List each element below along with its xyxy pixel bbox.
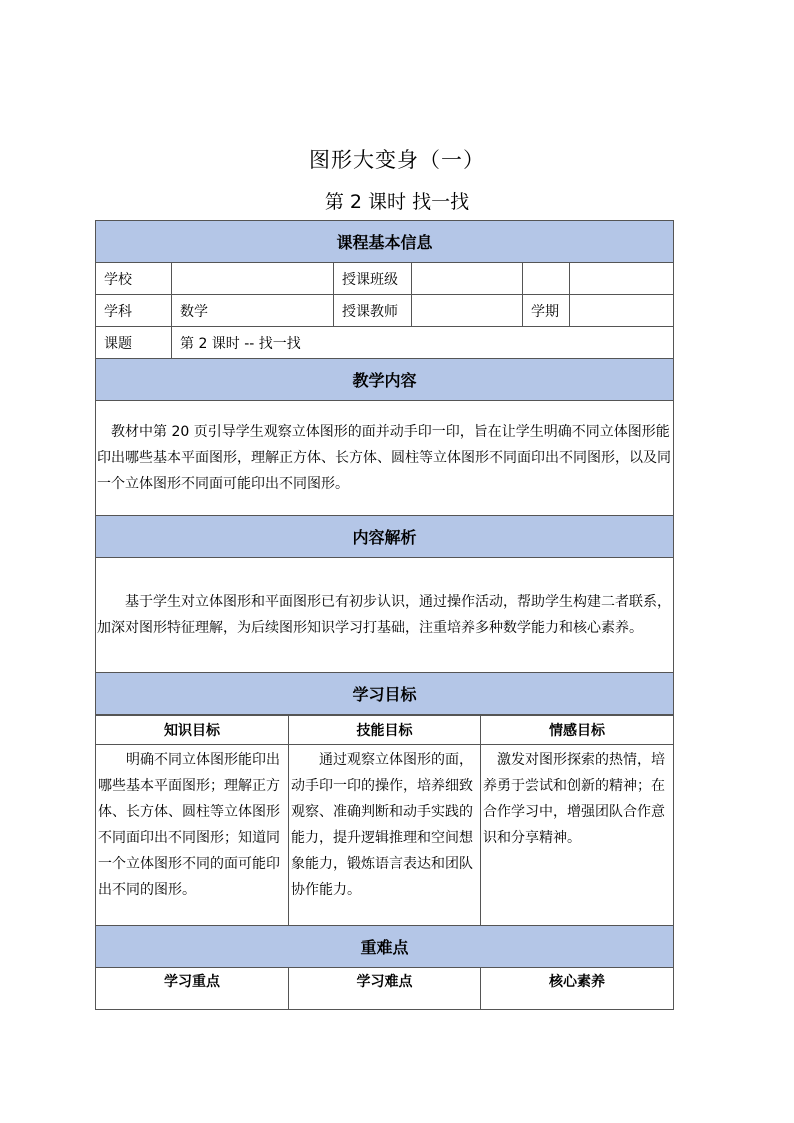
- emotion-goal-heading: 情感目标: [481, 716, 674, 745]
- class-label: 授课班级: [334, 263, 412, 295]
- term-label: 学期: [523, 295, 570, 327]
- content-analysis-cell: [96, 558, 674, 673]
- subject-value: 数学: [172, 295, 334, 327]
- section-header-key-points: 重难点: [96, 926, 674, 968]
- section-header-teaching-content: 教学内容: [96, 359, 674, 401]
- emotion-goal-cell: [481, 745, 674, 926]
- lesson-plan-table: [95, 220, 673, 1010]
- document-subtitle: 第 2 课时 找一找: [324, 191, 470, 213]
- subject-label: 学科: [96, 295, 172, 327]
- teacher-label: 授课教师: [334, 295, 412, 327]
- teacher-value: [412, 295, 523, 327]
- emotion-goal-text: 激发对图形探索的热情，培养勇于尝试和创新的精神；在合作学习中，增强团队合作意识和分享精神。: [483, 752, 665, 846]
- term-value: [570, 295, 674, 327]
- skill-goal-cell: [289, 745, 481, 926]
- difficulty-heading: 学习难点: [289, 968, 481, 1010]
- document-title: 图形大变身（一）: [309, 148, 485, 172]
- knowledge-goal-text: 明确不同立体图形能印出哪些基本平面图形；理解正方体、长方体、圆柱等立体图形不同面印出不同图形；知道同一个立体图形不同的面可能印出不同的图形。: [98, 752, 280, 898]
- school-label: 学校: [96, 263, 172, 295]
- school-value: [172, 263, 334, 295]
- core-literacy-heading: 核心素养: [481, 968, 674, 1010]
- teaching-content-text: 教材中第 20 页引导学生观察立体图形的面并动手印一印，旨在让学生明确不同立体图形能印出哪些基本平面图形，理解正方体、长方体、圆柱等立体图形不同面印出不同图形，以及同一个立体图形不同面可能印出不同图形。: [97, 424, 671, 492]
- extra-label-cell: [523, 263, 570, 295]
- topic-value: 第 2 课时 -- 找一找: [172, 327, 674, 359]
- skill-goal-text: 通过观察立体图形的面，动手印一印的操作，培养细致观察、准确判断和动手实践的能力，提升逻辑推理和空间想象能力，锻炼语言表达和团队协作能力。: [291, 752, 473, 898]
- section-header-course-info: 课程基本信息: [96, 221, 674, 263]
- topic-label: 课题: [96, 327, 172, 359]
- content-analysis-text: 基于学生对立体图形和平面图形已有初步认识，通过操作活动，帮助学生构建二者联系，加深对图形特征理解，为后续图形知识学习打基础，注重培养多种数学能力和核心素养。: [97, 594, 671, 636]
- class-value: [412, 263, 523, 295]
- teaching-content-cell: [96, 401, 674, 516]
- skill-goal-heading: 技能目标: [289, 716, 481, 745]
- knowledge-goal-cell: [96, 745, 289, 926]
- section-header-content-analysis: 内容解析: [96, 516, 674, 558]
- section-header-learning-goals: 学习目标: [96, 673, 674, 715]
- key-point-heading: 学习重点: [96, 968, 289, 1010]
- extra-value: [570, 263, 674, 295]
- knowledge-goal-heading: 知识目标: [96, 716, 289, 745]
